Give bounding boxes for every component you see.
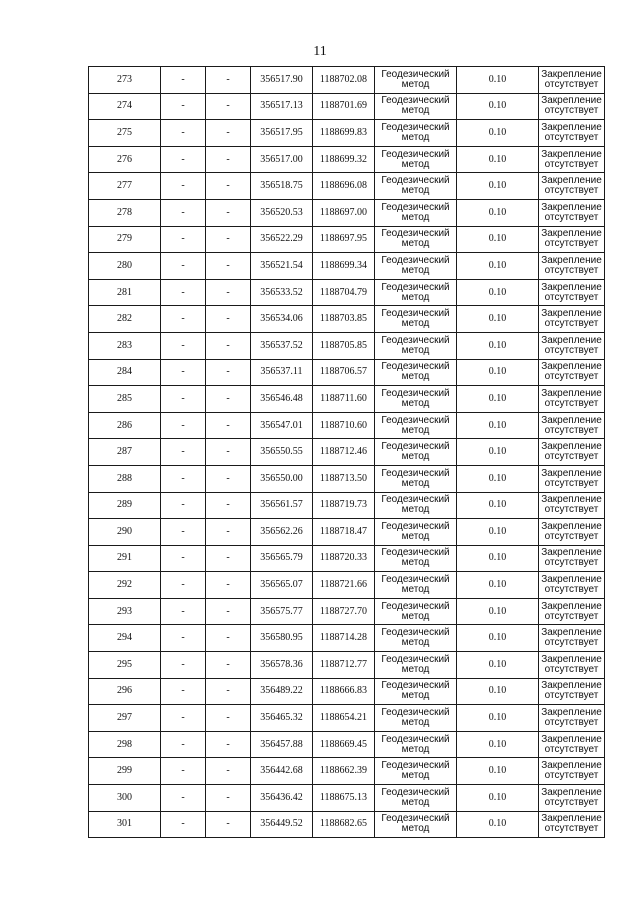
fixing-cell: Закрепление отсутствует bbox=[539, 279, 605, 306]
accuracy-cell: 0.10 bbox=[457, 705, 539, 732]
dash-cell: - bbox=[206, 359, 251, 386]
fixing-cell: Закрепление отсутствует bbox=[539, 545, 605, 572]
table-row bbox=[89, 306, 605, 333]
fixing-cell: Закрепление отсутствует bbox=[539, 67, 605, 94]
point-number-cell: 285 bbox=[89, 386, 161, 413]
dash-cell: - bbox=[161, 67, 206, 94]
fixing-cell: Закрепление отсутствует bbox=[539, 731, 605, 758]
table-row bbox=[89, 519, 605, 546]
point-number-cell: 291 bbox=[89, 545, 161, 572]
point-number-cell: 294 bbox=[89, 625, 161, 652]
x-coordinate-cell: 356517.00 bbox=[251, 146, 313, 173]
point-number-cell: 282 bbox=[89, 306, 161, 333]
fixing-cell: Закрепление отсутствует bbox=[539, 359, 605, 386]
y-coordinate-cell: 1188711.60 bbox=[313, 386, 375, 413]
method-cell: Геодезический метод bbox=[375, 253, 457, 280]
accuracy-cell: 0.10 bbox=[457, 279, 539, 306]
dash-cell: - bbox=[161, 811, 206, 838]
method-cell: Геодезический метод bbox=[375, 120, 457, 147]
method-cell: Геодезический метод bbox=[375, 332, 457, 359]
dash-cell: - bbox=[206, 811, 251, 838]
x-coordinate-cell: 356565.79 bbox=[251, 545, 313, 572]
x-coordinate-cell: 356521.54 bbox=[251, 253, 313, 280]
method-cell: Геодезический метод bbox=[375, 731, 457, 758]
method-cell: Геодезический метод bbox=[375, 652, 457, 679]
method-cell: Геодезический метод bbox=[375, 359, 457, 386]
dash-cell: - bbox=[161, 598, 206, 625]
fixing-cell: Закрепление отсутствует bbox=[539, 492, 605, 519]
dash-cell: - bbox=[206, 67, 251, 94]
table-row bbox=[89, 678, 605, 705]
page-number: 11 bbox=[313, 44, 327, 59]
table-row bbox=[89, 386, 605, 413]
dash-cell: - bbox=[206, 439, 251, 466]
table-row bbox=[89, 332, 605, 359]
fixing-cell: Закрепление отсутствует bbox=[539, 146, 605, 173]
point-number-cell: 279 bbox=[89, 226, 161, 253]
accuracy-cell: 0.10 bbox=[457, 173, 539, 200]
accuracy-cell: 0.10 bbox=[457, 67, 539, 94]
x-coordinate-cell: 356533.52 bbox=[251, 279, 313, 306]
dash-cell: - bbox=[206, 253, 251, 280]
table-row bbox=[89, 785, 605, 812]
fixing-cell: Закрепление отсутствует bbox=[539, 519, 605, 546]
dash-cell: - bbox=[161, 572, 206, 599]
fixing-cell: Закрепление отсутствует bbox=[539, 199, 605, 226]
y-coordinate-cell: 1188699.34 bbox=[313, 253, 375, 280]
y-coordinate-cell: 1188701.69 bbox=[313, 93, 375, 120]
accuracy-cell: 0.10 bbox=[457, 785, 539, 812]
point-number-cell: 300 bbox=[89, 785, 161, 812]
y-coordinate-cell: 1188669.45 bbox=[313, 731, 375, 758]
dash-cell: - bbox=[161, 332, 206, 359]
fixing-cell: Закрепление отсутствует bbox=[539, 598, 605, 625]
x-coordinate-cell: 356465.32 bbox=[251, 705, 313, 732]
fixing-cell: Закрепление отсутствует bbox=[539, 306, 605, 333]
method-cell: Геодезический метод bbox=[375, 758, 457, 785]
dash-cell: - bbox=[206, 519, 251, 546]
dash-cell: - bbox=[161, 731, 206, 758]
dash-cell: - bbox=[206, 386, 251, 413]
method-cell: Геодезический метод bbox=[375, 306, 457, 333]
y-coordinate-cell: 1188654.21 bbox=[313, 705, 375, 732]
x-coordinate-cell: 356489.22 bbox=[251, 678, 313, 705]
x-coordinate-cell: 356537.52 bbox=[251, 332, 313, 359]
x-coordinate-cell: 356517.95 bbox=[251, 120, 313, 147]
method-cell: Геодезический метод bbox=[375, 67, 457, 94]
dash-cell: - bbox=[161, 545, 206, 572]
table-row bbox=[89, 359, 605, 386]
fixing-cell: Закрепление отсутствует bbox=[539, 785, 605, 812]
method-cell: Геодезический метод bbox=[375, 93, 457, 120]
fixing-cell: Закрепление отсутствует bbox=[539, 811, 605, 838]
table-row bbox=[89, 226, 605, 253]
method-cell: Геодезический метод bbox=[375, 465, 457, 492]
table-row bbox=[89, 598, 605, 625]
dash-cell: - bbox=[206, 678, 251, 705]
point-number-cell: 299 bbox=[89, 758, 161, 785]
fixing-cell: Закрепление отсутствует bbox=[539, 173, 605, 200]
y-coordinate-cell: 1188712.77 bbox=[313, 652, 375, 679]
point-number-cell: 289 bbox=[89, 492, 161, 519]
dash-cell: - bbox=[161, 758, 206, 785]
accuracy-cell: 0.10 bbox=[457, 652, 539, 679]
fixing-cell: Закрепление отсутствует bbox=[539, 386, 605, 413]
table-row bbox=[89, 173, 605, 200]
point-number-cell: 284 bbox=[89, 359, 161, 386]
y-coordinate-cell: 1188714.28 bbox=[313, 625, 375, 652]
fixing-cell: Закрепление отсутствует bbox=[539, 412, 605, 439]
y-coordinate-cell: 1188682.65 bbox=[313, 811, 375, 838]
fixing-cell: Закрепление отсутствует bbox=[539, 332, 605, 359]
dash-cell: - bbox=[161, 146, 206, 173]
fixing-cell: Закрепление отсутствует bbox=[539, 678, 605, 705]
dash-cell: - bbox=[161, 226, 206, 253]
dash-cell: - bbox=[206, 173, 251, 200]
fixing-cell: Закрепление отсутствует bbox=[539, 705, 605, 732]
point-number-cell: 295 bbox=[89, 652, 161, 679]
accuracy-cell: 0.10 bbox=[457, 439, 539, 466]
method-cell: Геодезический метод bbox=[375, 572, 457, 599]
table-row bbox=[89, 572, 605, 599]
x-coordinate-cell: 356580.95 bbox=[251, 625, 313, 652]
dash-cell: - bbox=[161, 439, 206, 466]
point-number-cell: 287 bbox=[89, 439, 161, 466]
table-row bbox=[89, 758, 605, 785]
point-number-cell: 290 bbox=[89, 519, 161, 546]
y-coordinate-cell: 1188706.57 bbox=[313, 359, 375, 386]
dash-cell: - bbox=[161, 120, 206, 147]
y-coordinate-cell: 1188705.85 bbox=[313, 332, 375, 359]
y-coordinate-cell: 1188720.33 bbox=[313, 545, 375, 572]
method-cell: Геодезический метод bbox=[375, 386, 457, 413]
table-row bbox=[89, 199, 605, 226]
accuracy-cell: 0.10 bbox=[457, 199, 539, 226]
method-cell: Геодезический метод bbox=[375, 199, 457, 226]
dash-cell: - bbox=[161, 386, 206, 413]
method-cell: Геодезический метод bbox=[375, 705, 457, 732]
y-coordinate-cell: 1188704.79 bbox=[313, 279, 375, 306]
x-coordinate-cell: 356457.88 bbox=[251, 731, 313, 758]
x-coordinate-cell: 356565.07 bbox=[251, 572, 313, 599]
dash-cell: - bbox=[206, 412, 251, 439]
method-cell: Геодезический метод bbox=[375, 146, 457, 173]
y-coordinate-cell: 1188727.70 bbox=[313, 598, 375, 625]
table-row bbox=[89, 93, 605, 120]
dash-cell: - bbox=[161, 412, 206, 439]
x-coordinate-cell: 356575.77 bbox=[251, 598, 313, 625]
dash-cell: - bbox=[161, 519, 206, 546]
table-row bbox=[89, 811, 605, 838]
dash-cell: - bbox=[206, 705, 251, 732]
x-coordinate-cell: 356517.90 bbox=[251, 67, 313, 94]
fixing-cell: Закрепление отсутствует bbox=[539, 465, 605, 492]
method-cell: Геодезический метод bbox=[375, 678, 457, 705]
dash-cell: - bbox=[161, 306, 206, 333]
fixing-cell: Закрепление отсутствует bbox=[539, 572, 605, 599]
point-number-cell: 292 bbox=[89, 572, 161, 599]
dash-cell: - bbox=[206, 93, 251, 120]
dash-cell: - bbox=[161, 625, 206, 652]
x-coordinate-cell: 356562.26 bbox=[251, 519, 313, 546]
y-coordinate-cell: 1188699.83 bbox=[313, 120, 375, 147]
accuracy-cell: 0.10 bbox=[457, 120, 539, 147]
method-cell: Геодезический метод bbox=[375, 173, 457, 200]
point-number-cell: 277 bbox=[89, 173, 161, 200]
dash-cell: - bbox=[206, 279, 251, 306]
accuracy-cell: 0.10 bbox=[457, 306, 539, 333]
dash-cell: - bbox=[206, 731, 251, 758]
dash-cell: - bbox=[161, 279, 206, 306]
method-cell: Геодезический метод bbox=[375, 279, 457, 306]
dash-cell: - bbox=[161, 173, 206, 200]
accuracy-cell: 0.10 bbox=[457, 492, 539, 519]
dash-cell: - bbox=[206, 146, 251, 173]
y-coordinate-cell: 1188703.85 bbox=[313, 306, 375, 333]
point-number-cell: 286 bbox=[89, 412, 161, 439]
y-coordinate-cell: 1188719.73 bbox=[313, 492, 375, 519]
dash-cell: - bbox=[206, 545, 251, 572]
dash-cell: - bbox=[206, 306, 251, 333]
point-number-cell: 288 bbox=[89, 465, 161, 492]
dash-cell: - bbox=[206, 598, 251, 625]
y-coordinate-cell: 1188710.60 bbox=[313, 412, 375, 439]
dash-cell: - bbox=[206, 625, 251, 652]
y-coordinate-cell: 1188697.95 bbox=[313, 226, 375, 253]
point-number-cell: 276 bbox=[89, 146, 161, 173]
fixing-cell: Закрепление отсутствует bbox=[539, 652, 605, 679]
dash-cell: - bbox=[206, 332, 251, 359]
y-coordinate-cell: 1188702.08 bbox=[313, 67, 375, 94]
point-number-cell: 283 bbox=[89, 332, 161, 359]
x-coordinate-cell: 356522.29 bbox=[251, 226, 313, 253]
fixing-cell: Закрепление отсутствует bbox=[539, 93, 605, 120]
accuracy-cell: 0.10 bbox=[457, 253, 539, 280]
dash-cell: - bbox=[206, 492, 251, 519]
accuracy-cell: 0.10 bbox=[457, 519, 539, 546]
dash-cell: - bbox=[206, 199, 251, 226]
x-coordinate-cell: 356550.55 bbox=[251, 439, 313, 466]
y-coordinate-cell: 1188666.83 bbox=[313, 678, 375, 705]
table-row bbox=[89, 253, 605, 280]
table-row bbox=[89, 439, 605, 466]
dash-cell: - bbox=[206, 120, 251, 147]
y-coordinate-cell: 1188721.66 bbox=[313, 572, 375, 599]
accuracy-cell: 0.10 bbox=[457, 598, 539, 625]
method-cell: Геодезический метод bbox=[375, 412, 457, 439]
accuracy-cell: 0.10 bbox=[457, 731, 539, 758]
table-row bbox=[89, 120, 605, 147]
y-coordinate-cell: 1188699.32 bbox=[313, 146, 375, 173]
dash-cell: - bbox=[206, 465, 251, 492]
method-cell: Геодезический метод bbox=[375, 545, 457, 572]
fixing-cell: Закрепление отсутствует bbox=[539, 625, 605, 652]
x-coordinate-cell: 356537.11 bbox=[251, 359, 313, 386]
accuracy-cell: 0.10 bbox=[457, 332, 539, 359]
point-number-cell: 301 bbox=[89, 811, 161, 838]
accuracy-cell: 0.10 bbox=[457, 386, 539, 413]
method-cell: Геодезический метод bbox=[375, 439, 457, 466]
x-coordinate-cell: 356517.13 bbox=[251, 93, 313, 120]
accuracy-cell: 0.10 bbox=[457, 412, 539, 439]
x-coordinate-cell: 356436.42 bbox=[251, 785, 313, 812]
dash-cell: - bbox=[161, 359, 206, 386]
accuracy-cell: 0.10 bbox=[457, 811, 539, 838]
dash-cell: - bbox=[206, 572, 251, 599]
accuracy-cell: 0.10 bbox=[457, 359, 539, 386]
table-row bbox=[89, 67, 605, 94]
dash-cell: - bbox=[161, 705, 206, 732]
fixing-cell: Закрепление отсутствует bbox=[539, 120, 605, 147]
x-coordinate-cell: 356534.06 bbox=[251, 306, 313, 333]
accuracy-cell: 0.10 bbox=[457, 146, 539, 173]
dash-cell: - bbox=[161, 93, 206, 120]
method-cell: Геодезический метод bbox=[375, 625, 457, 652]
x-coordinate-cell: 356449.52 bbox=[251, 811, 313, 838]
accuracy-cell: 0.10 bbox=[457, 678, 539, 705]
accuracy-cell: 0.10 bbox=[457, 465, 539, 492]
point-number-cell: 278 bbox=[89, 199, 161, 226]
method-cell: Геодезический метод bbox=[375, 492, 457, 519]
point-number-cell: 281 bbox=[89, 279, 161, 306]
table-row bbox=[89, 625, 605, 652]
table-row bbox=[89, 492, 605, 519]
coordinates-table bbox=[88, 66, 605, 838]
y-coordinate-cell: 1188662.39 bbox=[313, 758, 375, 785]
x-coordinate-cell: 356520.53 bbox=[251, 199, 313, 226]
y-coordinate-cell: 1188696.08 bbox=[313, 173, 375, 200]
point-number-cell: 274 bbox=[89, 93, 161, 120]
table-row bbox=[89, 279, 605, 306]
point-number-cell: 280 bbox=[89, 253, 161, 280]
x-coordinate-cell: 356518.75 bbox=[251, 173, 313, 200]
accuracy-cell: 0.10 bbox=[457, 226, 539, 253]
method-cell: Геодезический метод bbox=[375, 519, 457, 546]
dash-cell: - bbox=[161, 199, 206, 226]
point-number-cell: 273 bbox=[89, 67, 161, 94]
dash-cell: - bbox=[206, 785, 251, 812]
fixing-cell: Закрепление отсутствует bbox=[539, 758, 605, 785]
dash-cell: - bbox=[161, 785, 206, 812]
table-row bbox=[89, 146, 605, 173]
table-row bbox=[89, 545, 605, 572]
dash-cell: - bbox=[206, 758, 251, 785]
table-row bbox=[89, 412, 605, 439]
x-coordinate-cell: 356561.57 bbox=[251, 492, 313, 519]
table-body bbox=[89, 67, 605, 838]
fixing-cell: Закрепление отсутствует bbox=[539, 253, 605, 280]
point-number-cell: 298 bbox=[89, 731, 161, 758]
table-row bbox=[89, 465, 605, 492]
table-row bbox=[89, 731, 605, 758]
method-cell: Геодезический метод bbox=[375, 811, 457, 838]
accuracy-cell: 0.10 bbox=[457, 93, 539, 120]
dash-cell: - bbox=[206, 652, 251, 679]
point-number-cell: 293 bbox=[89, 598, 161, 625]
y-coordinate-cell: 1188718.47 bbox=[313, 519, 375, 546]
x-coordinate-cell: 356550.00 bbox=[251, 465, 313, 492]
fixing-cell: Закрепление отсутствует bbox=[539, 226, 605, 253]
dash-cell: - bbox=[161, 652, 206, 679]
y-coordinate-cell: 1188712.46 bbox=[313, 439, 375, 466]
accuracy-cell: 0.10 bbox=[457, 625, 539, 652]
method-cell: Геодезический метод bbox=[375, 598, 457, 625]
dash-cell: - bbox=[161, 492, 206, 519]
x-coordinate-cell: 356547.01 bbox=[251, 412, 313, 439]
accuracy-cell: 0.10 bbox=[457, 758, 539, 785]
y-coordinate-cell: 1188697.00 bbox=[313, 199, 375, 226]
point-number-cell: 297 bbox=[89, 705, 161, 732]
y-coordinate-cell: 1188713.50 bbox=[313, 465, 375, 492]
table-row bbox=[89, 705, 605, 732]
y-coordinate-cell: 1188675.13 bbox=[313, 785, 375, 812]
method-cell: Геодезический метод bbox=[375, 226, 457, 253]
accuracy-cell: 0.10 bbox=[457, 572, 539, 599]
x-coordinate-cell: 356546.48 bbox=[251, 386, 313, 413]
point-number-cell: 296 bbox=[89, 678, 161, 705]
dash-cell: - bbox=[206, 226, 251, 253]
accuracy-cell: 0.10 bbox=[457, 545, 539, 572]
dash-cell: - bbox=[161, 253, 206, 280]
x-coordinate-cell: 356442.68 bbox=[251, 758, 313, 785]
dash-cell: - bbox=[161, 465, 206, 492]
point-number-cell: 275 bbox=[89, 120, 161, 147]
method-cell: Геодезический метод bbox=[375, 785, 457, 812]
fixing-cell: Закрепление отсутствует bbox=[539, 439, 605, 466]
table-row bbox=[89, 652, 605, 679]
dash-cell: - bbox=[161, 678, 206, 705]
x-coordinate-cell: 356578.36 bbox=[251, 652, 313, 679]
